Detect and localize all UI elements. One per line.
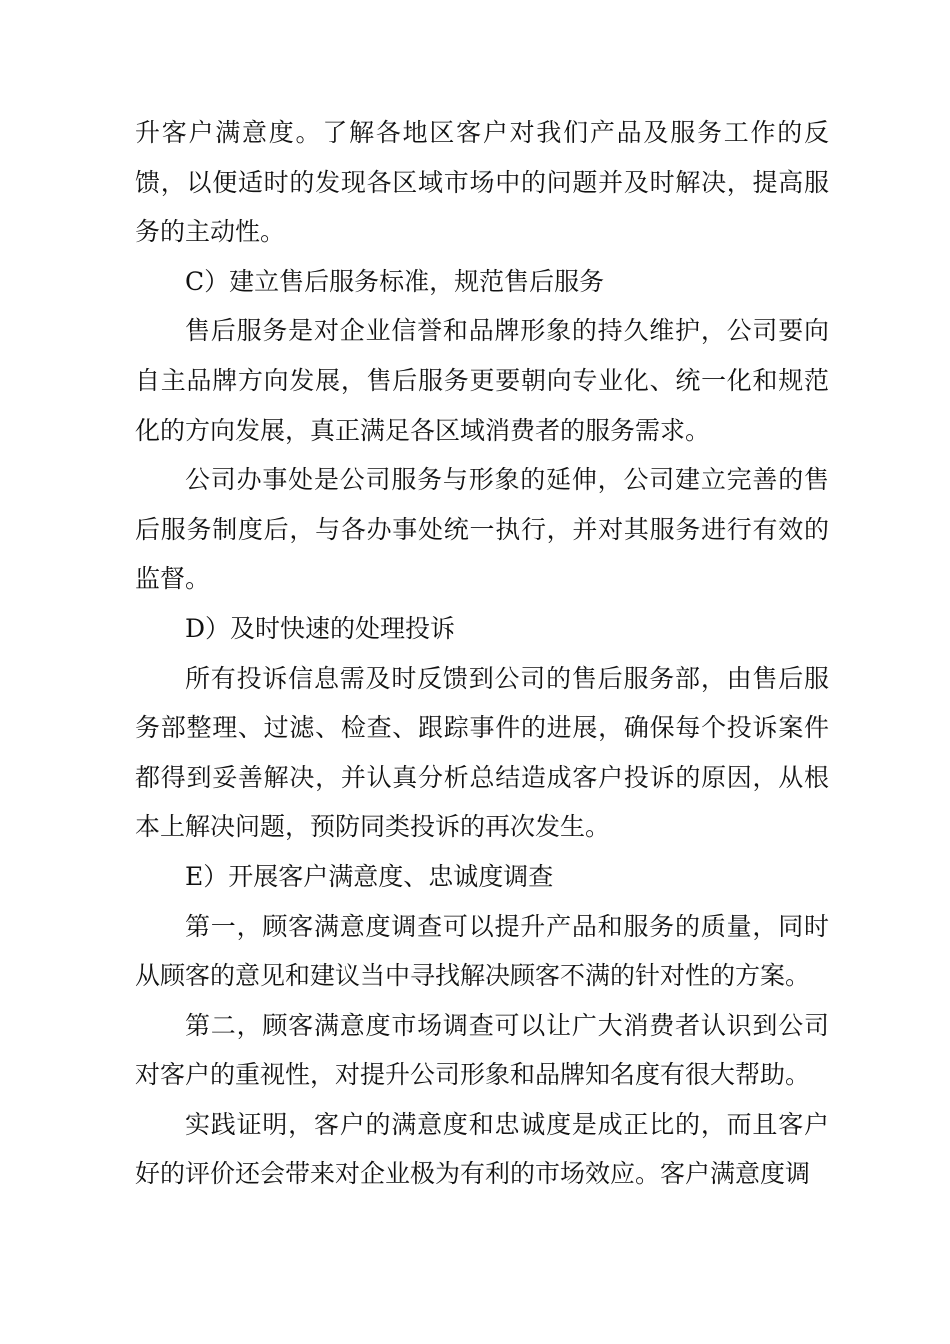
- paragraph: 所有投诉信息需及时反馈到公司的售后服务部，由售后服务部整理、过滤、检查、跟踪事件的进展，确保每个投诉案件都得到妥善解决，并认真分析总结造成客户投诉的原因，从根本上解决问题，预防同类投诉的再次发生。: [135, 663, 829, 842]
- section-heading-c: C）建立售后服务标准，规范售后服务: [185, 266, 605, 296]
- paragraph: 公司办事处是公司服务与形象的延伸，公司建立完善的售后服务制度后，与各办事处统一执行，并对其服务进行有效的监督。: [135, 465, 829, 594]
- document-page: [135, 108, 829, 1199]
- paragraph: 第二，顾客满意度市场调查可以让广大消费者认识到公司对客户的重视性，对提升公司形象和品牌知名度有很大帮助。: [135, 1010, 829, 1090]
- section-heading-d: D）及时快速的处理投诉: [185, 613, 456, 643]
- paragraph: 第一，顾客满意度调查可以提升产品和服务的质量，同时从顾客的意见和建议当中寻找解决顾客不满的针对性的方案。: [135, 911, 829, 991]
- paragraph: 售后服务是对企业信誉和品牌形象的持久维护，公司要向自主品牌方向发展，售后服务更要朝向专业化、统一化和规范化的方向发展，真正满足各区域消费者的服务需求。: [135, 316, 829, 445]
- section-heading-e: E）开展客户满意度、忠诚度调查: [185, 861, 554, 891]
- paragraph: 升客户满意度。了解各地区客户对我们产品及服务工作的反馈，以便适时的发现各区域市场中的问题并及时解决，提高服务的主动性。: [135, 118, 829, 247]
- paragraph: 实践证明，客户的满意度和忠诚度是成正比的，而且客户好的评价还会带来对企业极为有利的市场效应。客户满意度调: [135, 1109, 829, 1189]
